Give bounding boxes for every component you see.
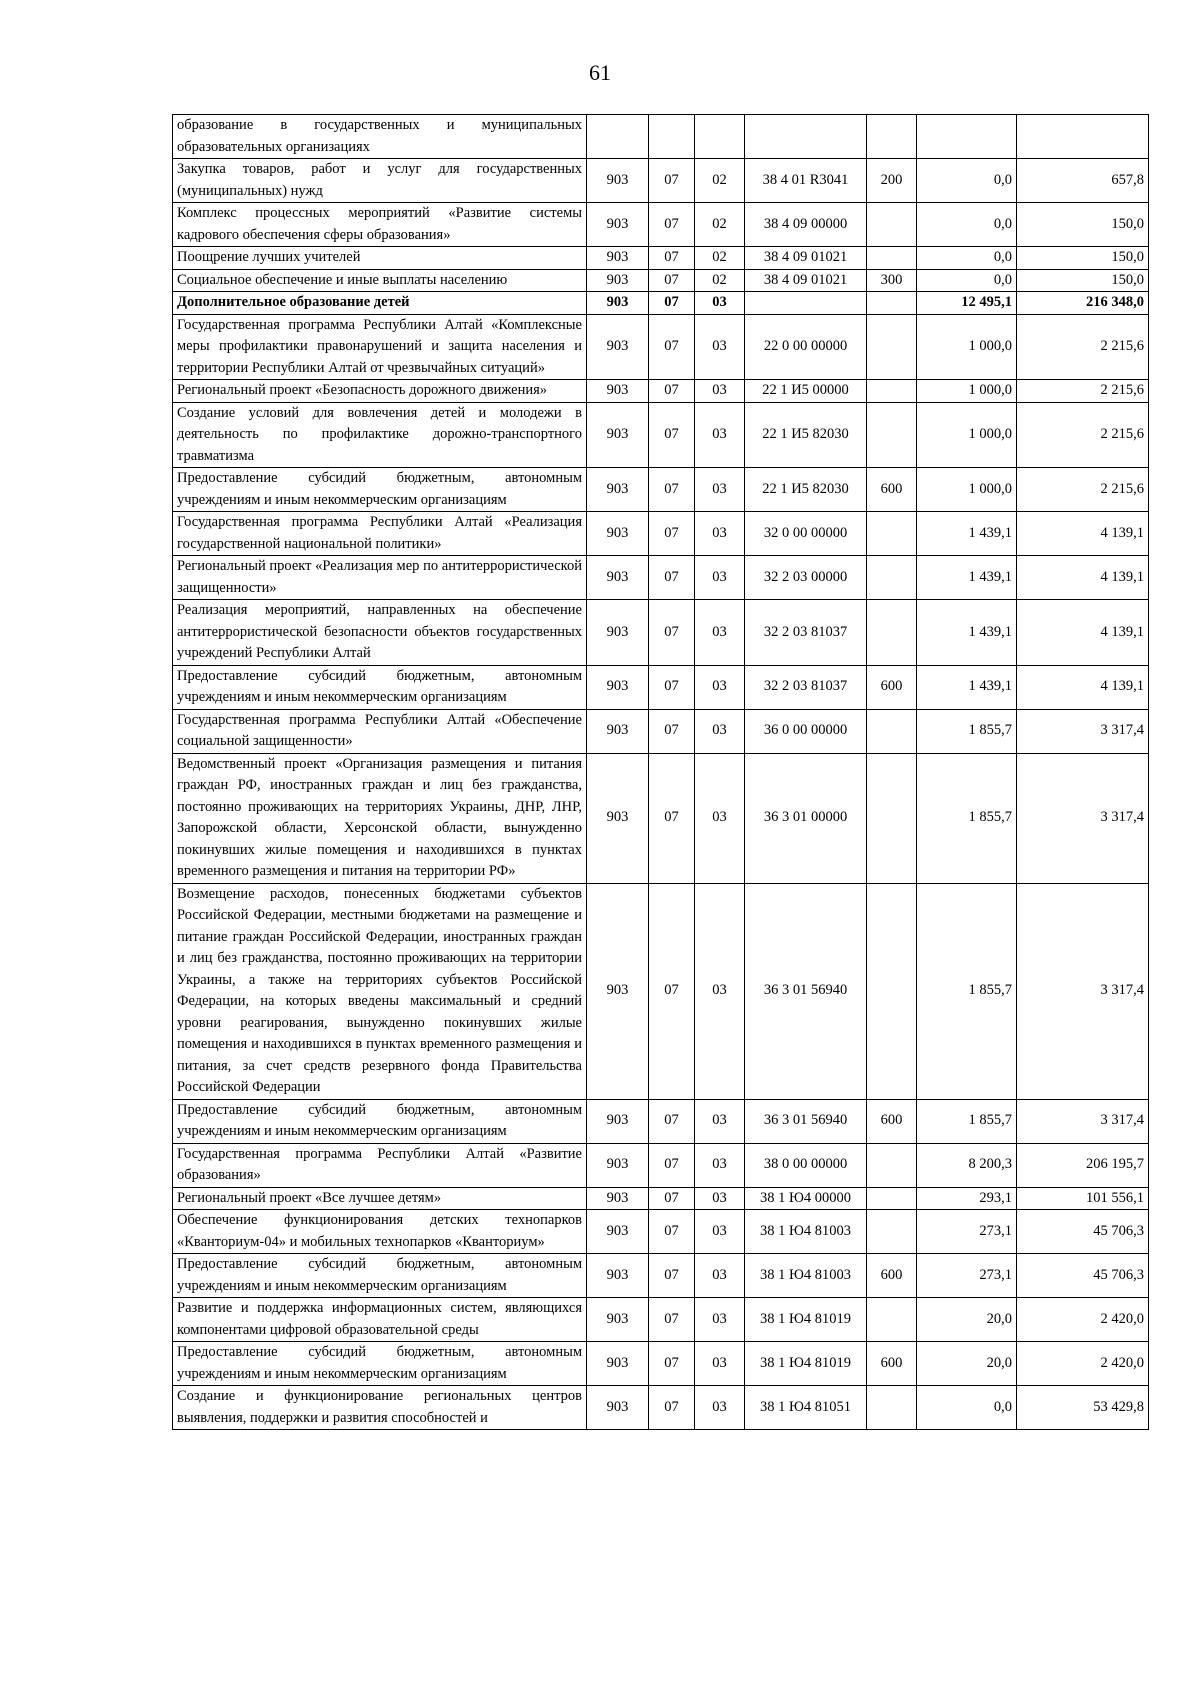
target-article-cell: 36 3 01 00000 — [745, 753, 867, 883]
ministry-code-cell: 903 — [587, 600, 649, 666]
subsection-code-cell: 03 — [695, 556, 745, 600]
amount-cell-1: 0,0 — [917, 269, 1017, 292]
section-code-cell: 07 — [649, 1099, 695, 1143]
subsection-code-cell: 03 — [695, 1187, 745, 1210]
ministry-code-cell: 903 — [587, 709, 649, 753]
table-row — [173, 556, 1149, 600]
amount-cell-2: 101 556,1 — [1017, 1187, 1149, 1210]
section-code-cell: 07 — [649, 1386, 695, 1430]
ministry-code-cell: 903 — [587, 1210, 649, 1254]
target-article-cell: 38 4 09 00000 — [745, 203, 867, 247]
ministry-code-cell — [587, 115, 649, 159]
amount-cell-1: 20,0 — [917, 1298, 1017, 1342]
amount-cell-2: 2 420,0 — [1017, 1342, 1149, 1386]
subsection-code-cell: 03 — [695, 1298, 745, 1342]
amount-cell-2: 4 139,1 — [1017, 665, 1149, 709]
row-name-cell: Создание условий для вовлечения детей и молодежи в деятельность по профилактике дорожно-транспортного травматизма — [173, 402, 587, 468]
expense-type-cell — [867, 1210, 917, 1254]
amount-cell-2: 3 317,4 — [1017, 883, 1149, 1099]
section-code-cell: 07 — [649, 512, 695, 556]
subsection-code-cell: 03 — [695, 468, 745, 512]
subsection-code-cell: 03 — [695, 1143, 745, 1187]
ministry-code-cell: 903 — [587, 1298, 649, 1342]
table-row — [173, 159, 1149, 203]
amount-cell-2: 206 195,7 — [1017, 1143, 1149, 1187]
table-row — [173, 468, 1149, 512]
expense-type-cell — [867, 380, 917, 403]
amount-cell-1 — [917, 115, 1017, 159]
row-name-cell: Реализация мероприятий, направленных на обеспечение антитеррористической безопасности объектов государственных учреждений Республики Алтай — [173, 600, 587, 666]
amount-cell-2 — [1017, 115, 1149, 159]
ministry-code-cell: 903 — [587, 512, 649, 556]
section-code-cell: 07 — [649, 380, 695, 403]
expense-type-cell: 200 — [867, 159, 917, 203]
ministry-code-cell: 903 — [587, 292, 649, 315]
section-code-cell: 07 — [649, 1298, 695, 1342]
budget-table — [172, 114, 1149, 1430]
section-code-cell: 07 — [649, 665, 695, 709]
row-name-cell: Ведомственный проект «Организация размещения и питания граждан РФ, иностранных граждан и лиц без гражданства, постоянно проживающих на территориях Украины, ДНР, ЛНР, Запорожской области, Херсонской области, вынужденно покинувших жилые помещения и находившихся в пунктах временного размещения и питания на территории РФ» — [173, 753, 587, 883]
row-name-cell: Предоставление субсидий бюджетным, автономным учреждениям и иным некоммерческим организациям — [173, 1099, 587, 1143]
row-name-cell: Дополнительное образование детей — [173, 292, 587, 315]
amount-cell-2: 3 317,4 — [1017, 1099, 1149, 1143]
target-article-cell: 38 4 01 R3041 — [745, 159, 867, 203]
subsection-code-cell: 03 — [695, 1210, 745, 1254]
row-name-cell: Развитие и поддержка информационных систем, являющихся компонентами цифровой образовательной среды — [173, 1298, 587, 1342]
ministry-code-cell: 903 — [587, 314, 649, 380]
amount-cell-2: 657,8 — [1017, 159, 1149, 203]
target-article-cell: 36 0 00 00000 — [745, 709, 867, 753]
expense-type-cell — [867, 247, 917, 270]
target-article-cell: 38 1 Ю4 81003 — [745, 1254, 867, 1298]
target-article-cell: 38 1 Ю4 81019 — [745, 1342, 867, 1386]
amount-cell-1: 0,0 — [917, 159, 1017, 203]
row-name-cell: Государственная программа Республики Алтай «Развитие образования» — [173, 1143, 587, 1187]
ministry-code-cell: 903 — [587, 1254, 649, 1298]
subsection-code-cell: 03 — [695, 883, 745, 1099]
amount-cell-1: 1 000,0 — [917, 314, 1017, 380]
subsection-code-cell: 03 — [695, 314, 745, 380]
amount-cell-1: 8 200,3 — [917, 1143, 1017, 1187]
row-name-cell: Предоставление субсидий бюджетным, автономным учреждениям и иным некоммерческим организациям — [173, 665, 587, 709]
section-code-cell: 07 — [649, 247, 695, 270]
subsection-code-cell: 03 — [695, 512, 745, 556]
row-name-cell: Закупка товаров, работ и услуг для государственных (муниципальных) нужд — [173, 159, 587, 203]
expense-type-cell — [867, 115, 917, 159]
amount-cell-2: 53 429,8 — [1017, 1386, 1149, 1430]
target-article-cell: 38 1 Ю4 81019 — [745, 1298, 867, 1342]
expense-type-cell — [867, 600, 917, 666]
expense-type-cell — [867, 1143, 917, 1187]
amount-cell-1: 293,1 — [917, 1187, 1017, 1210]
target-article-cell: 32 0 00 00000 — [745, 512, 867, 556]
expense-type-cell — [867, 753, 917, 883]
row-name-cell: Региональный проект «Безопасность дорожного движения» — [173, 380, 587, 403]
section-code-cell: 07 — [649, 468, 695, 512]
subsection-code-cell: 03 — [695, 709, 745, 753]
row-name-cell: Предоставление субсидий бюджетным, автономным учреждениям и иным некоммерческим организациям — [173, 1254, 587, 1298]
ministry-code-cell: 903 — [587, 1143, 649, 1187]
subsection-code-cell: 03 — [695, 380, 745, 403]
expense-type-cell — [867, 709, 917, 753]
target-article-cell: 38 4 09 01021 — [745, 269, 867, 292]
amount-cell-2: 2 215,6 — [1017, 468, 1149, 512]
subsection-code-cell: 03 — [695, 1099, 745, 1143]
row-name-cell: Государственная программа Республики Алтай «Обеспечение социальной защищенности» — [173, 709, 587, 753]
table-row — [173, 512, 1149, 556]
amount-cell-1: 1 439,1 — [917, 600, 1017, 666]
table-row — [173, 247, 1149, 270]
ministry-code-cell: 903 — [587, 468, 649, 512]
amount-cell-2: 4 139,1 — [1017, 600, 1149, 666]
expense-type-cell: 600 — [867, 1342, 917, 1386]
amount-cell-2: 4 139,1 — [1017, 556, 1149, 600]
amount-cell-2: 216 348,0 — [1017, 292, 1149, 315]
section-code-cell: 07 — [649, 753, 695, 883]
target-article-cell — [745, 292, 867, 315]
ministry-code-cell: 903 — [587, 1099, 649, 1143]
budget-table-body — [173, 115, 1149, 1430]
amount-cell-1: 12 495,1 — [917, 292, 1017, 315]
target-article-cell: 22 0 00 00000 — [745, 314, 867, 380]
amount-cell-1: 1 439,1 — [917, 665, 1017, 709]
amount-cell-1: 1 000,0 — [917, 402, 1017, 468]
expense-type-cell: 600 — [867, 665, 917, 709]
subsection-code-cell: 02 — [695, 203, 745, 247]
subsection-code-cell: 02 — [695, 247, 745, 270]
row-name-cell: Социальное обеспечение и иные выплаты населению — [173, 269, 587, 292]
ministry-code-cell: 903 — [587, 380, 649, 403]
amount-cell-2: 2 420,0 — [1017, 1298, 1149, 1342]
row-name-cell: Государственная программа Республики Алтай «Комплексные меры профилактики правонарушений и защита населения и территории Республики Алтай от чрезвычайных ситуаций» — [173, 314, 587, 380]
table-row — [173, 709, 1149, 753]
table-row — [173, 203, 1149, 247]
amount-cell-1: 20,0 — [917, 1342, 1017, 1386]
target-article-cell: 32 2 03 81037 — [745, 665, 867, 709]
row-name-cell: Поощрение лучших учителей — [173, 247, 587, 270]
expense-type-cell: 600 — [867, 1254, 917, 1298]
target-article-cell: 38 1 Ю4 81003 — [745, 1210, 867, 1254]
table-row — [173, 600, 1149, 666]
expense-type-cell — [867, 203, 917, 247]
amount-cell-2: 2 215,6 — [1017, 314, 1149, 380]
ministry-code-cell: 903 — [587, 1386, 649, 1430]
expense-type-cell — [867, 314, 917, 380]
amount-cell-1: 1 855,7 — [917, 753, 1017, 883]
ministry-code-cell: 903 — [587, 753, 649, 883]
table-row — [173, 115, 1149, 159]
table-row — [173, 380, 1149, 403]
target-article-cell: 38 4 09 01021 — [745, 247, 867, 270]
table-row — [173, 314, 1149, 380]
subsection-code-cell: 03 — [695, 1386, 745, 1430]
expense-type-cell — [867, 402, 917, 468]
target-article-cell — [745, 115, 867, 159]
expense-type-cell: 600 — [867, 1099, 917, 1143]
target-article-cell: 32 2 03 81037 — [745, 600, 867, 666]
section-code-cell: 07 — [649, 556, 695, 600]
subsection-code-cell: 03 — [695, 753, 745, 883]
expense-type-cell — [867, 292, 917, 315]
amount-cell-1: 1 439,1 — [917, 556, 1017, 600]
section-code-cell: 07 — [649, 1187, 695, 1210]
expense-type-cell: 300 — [867, 269, 917, 292]
table-row — [173, 883, 1149, 1099]
row-name-cell: Региональный проект «Реализация мер по антитеррористической защищенности» — [173, 556, 587, 600]
section-code-cell: 07 — [649, 1342, 695, 1386]
target-article-cell: 38 1 Ю4 00000 — [745, 1187, 867, 1210]
table-row — [173, 753, 1149, 883]
target-article-cell: 36 3 01 56940 — [745, 883, 867, 1099]
section-code-cell: 07 — [649, 292, 695, 315]
ministry-code-cell: 903 — [587, 556, 649, 600]
amount-cell-2: 3 317,4 — [1017, 709, 1149, 753]
section-code-cell: 07 — [649, 269, 695, 292]
ministry-code-cell: 903 — [587, 402, 649, 468]
subsection-code-cell: 03 — [695, 292, 745, 315]
expense-type-cell — [867, 1187, 917, 1210]
section-code-cell: 07 — [649, 314, 695, 380]
subsection-code-cell: 03 — [695, 600, 745, 666]
ministry-code-cell: 903 — [587, 883, 649, 1099]
row-name-cell: Создание и функционирование региональных центров выявления, поддержки и развития способностей и — [173, 1386, 587, 1430]
amount-cell-2: 3 317,4 — [1017, 753, 1149, 883]
subsection-code-cell: 03 — [695, 402, 745, 468]
table-row — [173, 1342, 1149, 1386]
row-name-cell: Предоставление субсидий бюджетным, автономным учреждениям и иным некоммерческим организациям — [173, 468, 587, 512]
section-code-cell: 07 — [649, 402, 695, 468]
row-name-cell: Государственная программа Республики Алтай «Реализация государственной национальной политики» — [173, 512, 587, 556]
amount-cell-2: 150,0 — [1017, 203, 1149, 247]
table-row — [173, 665, 1149, 709]
table-row — [173, 1210, 1149, 1254]
amount-cell-2: 45 706,3 — [1017, 1210, 1149, 1254]
target-article-cell: 22 1 И5 82030 — [745, 468, 867, 512]
subsection-code-cell: 03 — [695, 1254, 745, 1298]
amount-cell-1: 1 855,7 — [917, 709, 1017, 753]
ministry-code-cell: 903 — [587, 159, 649, 203]
target-article-cell: 38 1 Ю4 81051 — [745, 1386, 867, 1430]
table-row — [173, 402, 1149, 468]
section-code-cell — [649, 115, 695, 159]
target-article-cell: 22 1 И5 82030 — [745, 402, 867, 468]
amount-cell-1: 1 855,7 — [917, 1099, 1017, 1143]
amount-cell-2: 2 215,6 — [1017, 402, 1149, 468]
amount-cell-1: 273,1 — [917, 1210, 1017, 1254]
amount-cell-1: 1 000,0 — [917, 468, 1017, 512]
section-code-cell: 07 — [649, 1210, 695, 1254]
amount-cell-1: 0,0 — [917, 203, 1017, 247]
expense-type-cell — [867, 512, 917, 556]
expense-type-cell: 600 — [867, 468, 917, 512]
row-name-cell: Предоставление субсидий бюджетным, автономным учреждениям и иным некоммерческим организациям — [173, 1342, 587, 1386]
subsection-code-cell: 02 — [695, 269, 745, 292]
section-code-cell: 07 — [649, 883, 695, 1099]
amount-cell-1: 273,1 — [917, 1254, 1017, 1298]
table-row — [173, 1187, 1149, 1210]
target-article-cell: 36 3 01 56940 — [745, 1099, 867, 1143]
amount-cell-1: 1 000,0 — [917, 380, 1017, 403]
table-row — [173, 1143, 1149, 1187]
amount-cell-1: 0,0 — [917, 1386, 1017, 1430]
ministry-code-cell: 903 — [587, 665, 649, 709]
amount-cell-2: 45 706,3 — [1017, 1254, 1149, 1298]
row-name-cell: образование в государственных и муниципальных образовательных организациях — [173, 115, 587, 159]
expense-type-cell — [867, 1298, 917, 1342]
amount-cell-2: 150,0 — [1017, 269, 1149, 292]
expense-type-cell — [867, 883, 917, 1099]
target-article-cell: 38 0 00 00000 — [745, 1143, 867, 1187]
amount-cell-1: 0,0 — [917, 247, 1017, 270]
subsection-code-cell — [695, 115, 745, 159]
table-row — [173, 1099, 1149, 1143]
table-row — [173, 1386, 1149, 1430]
section-code-cell: 07 — [649, 1143, 695, 1187]
subsection-code-cell: 03 — [695, 1342, 745, 1386]
section-code-cell: 07 — [649, 159, 695, 203]
ministry-code-cell: 903 — [587, 203, 649, 247]
target-article-cell: 22 1 И5 00000 — [745, 380, 867, 403]
row-name-cell: Обеспечение функционирования детских технопарков «Кванториум-04» и мобильных технопарков «Кванториум» — [173, 1210, 587, 1254]
row-name-cell: Комплекс процессных мероприятий «Развитие системы кадрового обеспечения сферы образования» — [173, 203, 587, 247]
ministry-code-cell: 903 — [587, 269, 649, 292]
table-row — [173, 1298, 1149, 1342]
subsection-code-cell: 02 — [695, 159, 745, 203]
table-row — [173, 292, 1149, 315]
section-code-cell: 07 — [649, 709, 695, 753]
ministry-code-cell: 903 — [587, 247, 649, 270]
amount-cell-1: 1 855,7 — [917, 883, 1017, 1099]
amount-cell-2: 4 139,1 — [1017, 512, 1149, 556]
amount-cell-1: 1 439,1 — [917, 512, 1017, 556]
row-name-cell: Региональный проект «Все лучшее детям» — [173, 1187, 587, 1210]
row-name-cell: Возмещение расходов, понесенных бюджетами субъектов Российской Федерации, местными бюджетами на размещение и питание граждан Российской Федерации, иностранных граждан и лиц без гражданства, постоянно проживающих на территории Украины, а также на территориях субъектов Российской Федерации, на которых введены максимальный и средний уровни реагирования, вынужденно покинувших жилые помещения и находившихся в пунктах временного размещения и питания, за счет средств резервного фонда Правительства Российской Федерации — [173, 883, 587, 1099]
expense-type-cell — [867, 556, 917, 600]
table-row — [173, 269, 1149, 292]
subsection-code-cell: 03 — [695, 665, 745, 709]
page-number: 61 — [589, 60, 611, 85]
ministry-code-cell: 903 — [587, 1342, 649, 1386]
section-code-cell: 07 — [649, 203, 695, 247]
table-row — [173, 1254, 1149, 1298]
target-article-cell: 32 2 03 00000 — [745, 556, 867, 600]
section-code-cell: 07 — [649, 1254, 695, 1298]
expense-type-cell — [867, 1386, 917, 1430]
amount-cell-2: 150,0 — [1017, 247, 1149, 270]
section-code-cell: 07 — [649, 600, 695, 666]
amount-cell-2: 2 215,6 — [1017, 380, 1149, 403]
ministry-code-cell: 903 — [587, 1187, 649, 1210]
